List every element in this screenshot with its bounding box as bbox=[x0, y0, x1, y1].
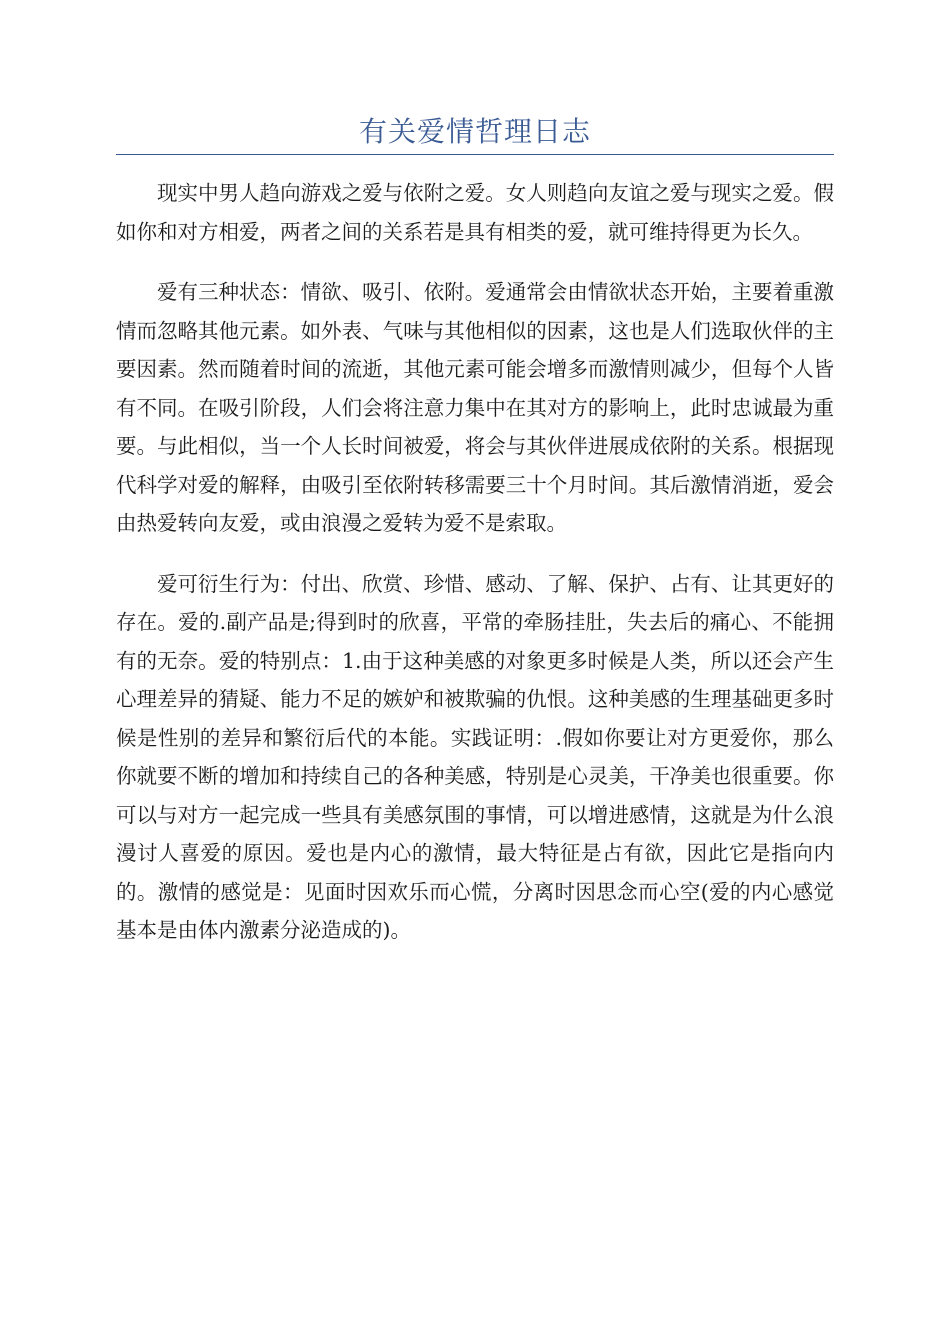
title-underline bbox=[116, 154, 834, 155]
paragraph-1: 现实中男人趋向游戏之爱与依附之爱。女人则趋向友谊之爱与现实之爱。假如你和对方相爱，两者之间的关系若是具有相类的爱，就可维持得更为长久。 bbox=[116, 181, 834, 244]
paragraph-2: 爱有三种状态：情欲、吸引、依附。爱通常会由情欲状态开始，主要着重激情而忽略其他元素。如外表、气味与其他相似的因素，这也是人们选取伙伴的主要因素。然而随着时间的流逝，其他元素可能会增多而激情则减少，但每个人皆有不同。在吸引阶段，人们会将注意力集中在其对方的影响上，此时忠诚最为重要。与此相似，当一个人长时间被爱，将会与其伙伴进展成依附的关系。根据现代科学对爱的解释，由吸引至依附转移需要三十个月时间。其后激情消逝，爱会由热爱转向友爱，或由浪漫之爱转为爱不是索取。 bbox=[116, 280, 834, 535]
paragraph-3: 爱可衍生行为：付出、欣赏、珍惜、感动、了解、保护、占有、让其更好的存在。爱的.副产品是;得到时的欣喜，平常的牵肠挂肚，失去后的痛心、不能拥有的无奈。爱的特别点：1.由于这种美感的对象更多时候是人类，所以还会产生心理差异的猜疑、能力不足的嫉妒和被欺骗的仇恨。这种美感的生理基础更多时候是性别的差异和繁衍后代的本能。实践证明：.假如你要让对方更爱你，那么你就要不断的增加和持续自己的各种美感，特别是心灵美，干净美也很重要。你可以与对方一起完成一些具有美感氛围的事情，可以增进感情，这就是为什么浪漫讨人喜爱的原因。爱也是内心的激情，最大特征是占有欲，因此它是指向内的。激情的感觉是：见面时因欢乐而心慌，分离时因思念而心空(爱的内心感觉基本是由体内激素分泌造成的)。 bbox=[116, 571, 834, 942]
document-body bbox=[116, 174, 834, 972]
document-title: 有关爱情哲理日志 bbox=[358, 115, 591, 148]
